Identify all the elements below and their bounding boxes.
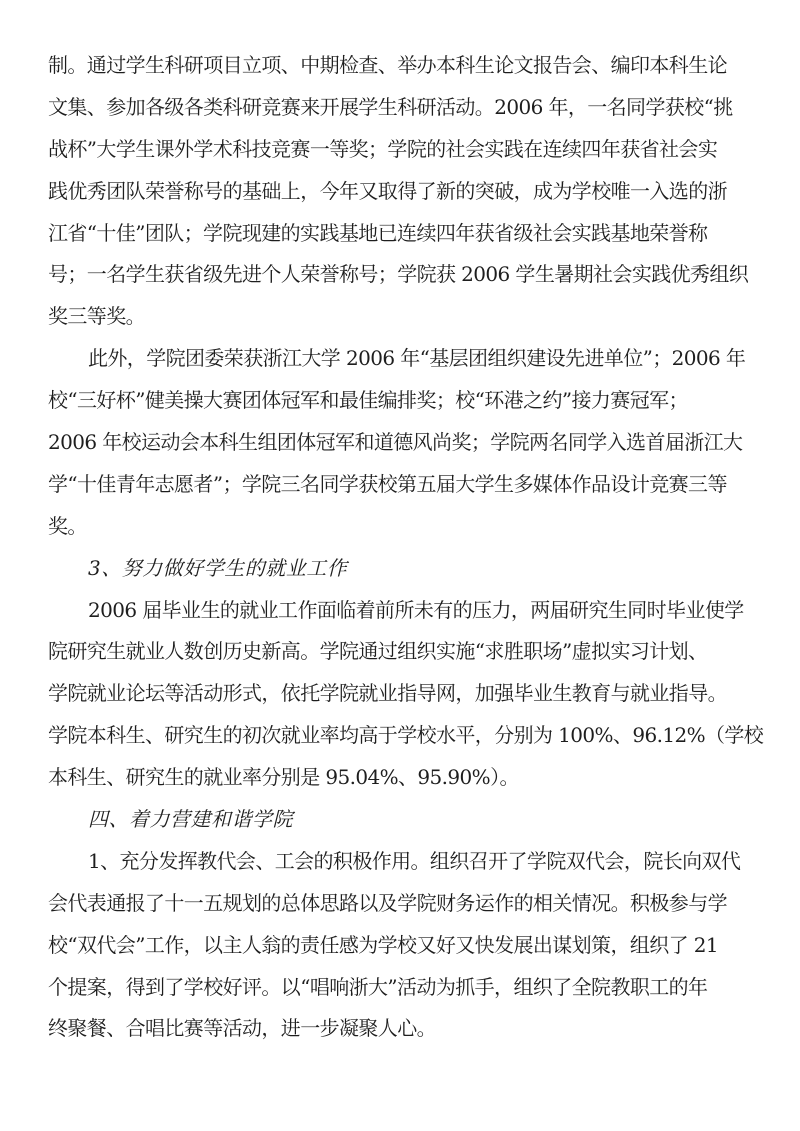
text-line: 终聚餐、合唱比赛等活动，进一步凝聚人心。 [48, 1016, 436, 1041]
text-line: 制。通过学生科研项目立项、中期检查、举办本科生论文报告会、编印本科生论 [48, 53, 727, 77]
text-line: 学院就业论坛等活动形式，依托学院就业指导网，加强毕业生教育与就业指导。 [48, 681, 727, 706]
section-heading-line: 四、着力营建和谐学院 [88, 807, 293, 832]
text-line: 号；一名学生获省级先进个人荣誉称号；学院获 2006 学生暑期社会实践优秀组织 [48, 262, 749, 287]
text-line: 学“十佳青年志愿者”；学院三名同学获校第五届大学生多媒体作品设计竞赛三等 [48, 471, 727, 496]
document-text-block [48, 45, 764, 1050]
text-line: 此外，学院团委荣获浙江大学 2006 年“基层团组织建设先进单位”；2006 年 [88, 346, 746, 371]
text-line: 1、充分发挥教代会、工会的积极作用。组织召开了学院双代会，院长向双代 [88, 848, 741, 873]
text-line: 会代表通报了十一五规划的总体思路以及学院财务运作的相关情况。积极参与学 [48, 890, 727, 915]
text-line: 2006 年校运动会本科生组团体冠军和道德风尚奖；学院两名同学入选首届浙江大 [48, 430, 743, 455]
section-heading-line: 3、努力做好学生的就业工作 [88, 555, 348, 580]
text-line: 奖。 [48, 513, 87, 538]
text-line: 校“三好杯”健美操大赛团体冠军和最佳编排奖；校“环港之约”接力赛冠军； [48, 388, 688, 413]
text-line: 院研究生就业人数创历史新高。学院通过组织实施“求胜职场”虚拟实习计划、 [48, 639, 708, 664]
text-line: 文集、参加各级各类科研竞赛来开展学生科研活动。2006 年，一名同学获校“挑 [48, 94, 733, 119]
text-line: 战杯”大学生课外学术科技竞赛一等奖；学院的社会实践在连续四年获省社会实 [48, 136, 718, 161]
text-line: 践优秀团队荣誉称号的基础上，今年又取得了新的突破，成为学校唯一入选的浙 [48, 178, 727, 203]
text-line: 2006 届毕业生的就业工作面临着前所未有的压力，两届研究生同时毕业使学 [88, 597, 744, 622]
text-line: 江省“十佳”团队；学院现建的实践基地已连续四年获省级社会实践基地荣誉称 [48, 220, 708, 245]
text-line: 学院本科生、研究生的初次就业率均高于学校水平，分别为 100%、96.12%（学校 [48, 723, 764, 748]
text-line: 奖三等奖。 [48, 304, 145, 329]
text-line: 本科生、研究生的就业率分别是 95.04%、95.90%）。 [48, 765, 519, 790]
text-line: 校“双代会”工作，以主人翁的责任感为学校又好又快发展出谋划策，组织了 21 [48, 932, 719, 957]
text-line: 个提案，得到了学校好评。以“唱响浙大”活动为抓手，组织了全院教职工的年 [48, 974, 708, 999]
